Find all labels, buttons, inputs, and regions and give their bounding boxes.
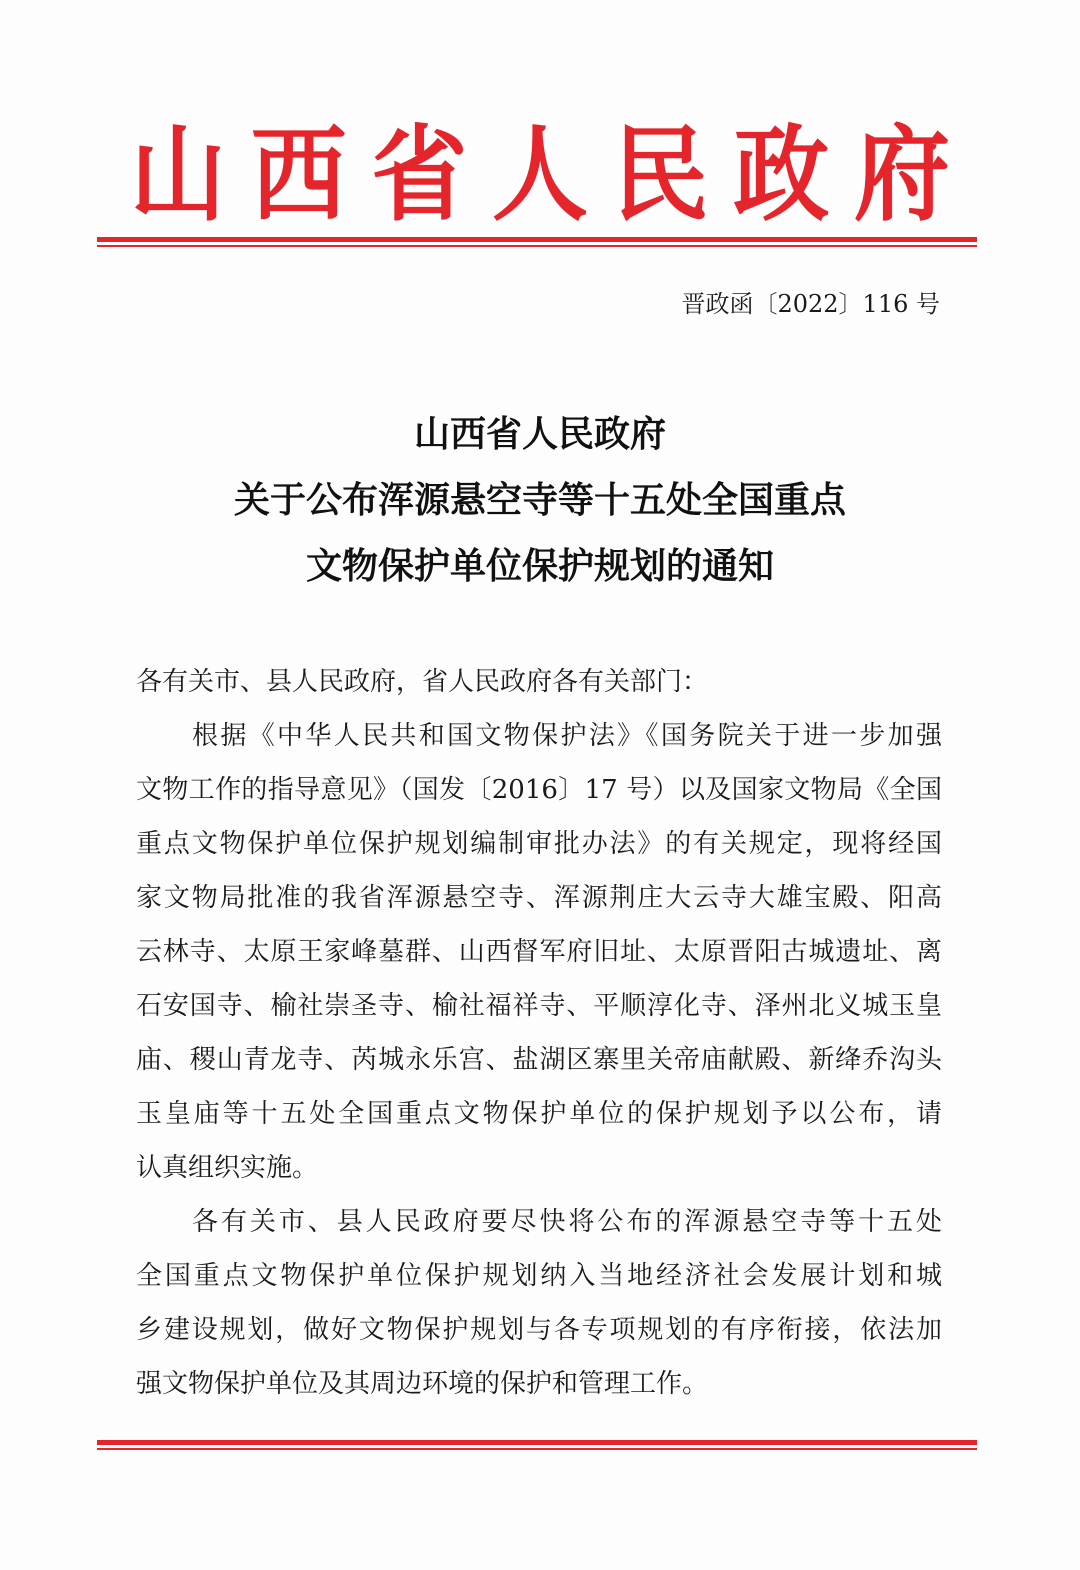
footer-divider [97, 1440, 977, 1450]
masthead-char: 省 [371, 113, 468, 236]
document-number: 晋政函〔2022〕116 号 [681, 290, 940, 318]
body-line: 云林寺、太原王家峰墓群、山西督军府旧址、太原晋阳古城遗址、离 [136, 937, 942, 967]
paragraph-2 [136, 1195, 942, 1411]
masthead-char: 山 [130, 113, 226, 236]
masthead-char: 西 [250, 113, 347, 236]
body-line: 玉皇庙等十五处全国重点文物保护单位的保护规划予以公布，请 [136, 1099, 942, 1129]
body-line: 根据《中华人民共和国文物保护法》《国务院关于进一步加强 [192, 721, 942, 751]
masthead-char: 人 [491, 113, 588, 236]
body-line: 乡建设规划，做好文物保护规划与各专项规划的有序衔接，依法加 [136, 1315, 942, 1345]
body-line: 文物工作的指导意见》（国发〔2016〕17 号）以及国家文物局《全国 [136, 775, 942, 805]
body-line: 全国重点文物保护单位保护规划纳入当地经济社会发展计划和城 [136, 1261, 942, 1291]
salutation: 各有关市、县人民政府，省人民政府各有关部门： [136, 667, 709, 697]
body-line: 强文物保护单位及其周边环境的保护和管理工作。 [136, 1369, 709, 1399]
masthead-title [130, 113, 950, 236]
document-title [140, 402, 940, 600]
title-line: 关于公布浑源悬空寺等十五处全国重点 [233, 480, 846, 521]
body-line: 石安国寺、榆社崇圣寺、榆社福祥寺、平顺淳化寺、泽州北义城玉皇 [136, 991, 942, 1021]
masthead-char: 府 [853, 113, 950, 236]
masthead-char: 政 [733, 113, 830, 236]
body-line: 庙、稷山青龙寺、芮城永乐宫、盐湖区寨里关帝庙献殿、新绛乔沟头 [136, 1045, 942, 1075]
body-line: 认真组织实施。 [136, 1153, 319, 1183]
body-line: 重点文物保护单位保护规划编制审批办法》的有关规定，现将经国 [136, 829, 942, 859]
title-line: 山西省人民政府 [413, 414, 666, 455]
document-body [136, 655, 942, 1411]
title-line: 文物保护单位保护规划的通知 [305, 546, 774, 587]
paragraph-1 [136, 709, 942, 1195]
body-line: 各有关市、县人民政府要尽快将公布的浑源悬空寺等十五处 [192, 1207, 942, 1237]
masthead-divider [97, 237, 977, 247]
masthead-char: 民 [612, 113, 709, 236]
body-line: 家文物局批准的我省浑源悬空寺、浑源荆庄大云寺大雄宝殿、阳高 [136, 883, 942, 913]
